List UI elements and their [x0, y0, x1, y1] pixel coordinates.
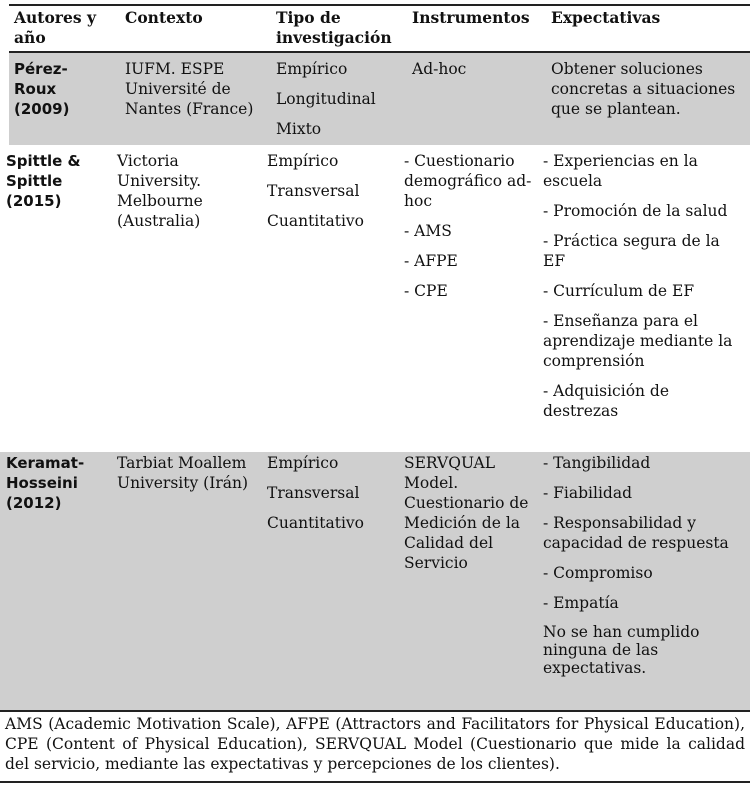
row-2-expectations: [543, 151, 743, 421]
table-footnote: AMS (Academic Motivation Scale), AFPE (Attractors and Facilitators for Physical Education), CPE (Content of Physical Education), SERVQUAL Model (Cuestionario que mide la calidad del servicio, mediante las expectativas y percepciones de los clientes).: [5, 715, 745, 773]
row-3-types: [267, 453, 402, 533]
header-context: Contexto: [125, 8, 203, 27]
row-3-type: Cuantitativo: [267, 514, 364, 532]
row-1-instrument: Ad-hoc: [412, 60, 467, 78]
row-3-context: Tarbiat Moallem University (Irán): [117, 454, 249, 492]
row-1-type: Empírico: [276, 60, 348, 78]
header-type: Tipo de investigación: [276, 8, 392, 47]
row-2-expectation: - Adquisición de destrezas: [543, 382, 670, 420]
row-2-expectation: - Currículum de EF: [543, 282, 695, 300]
header-instruments: Instrumentos: [412, 8, 530, 27]
row-1-expectation: Obtener soluciones concretas a situaciones que se plantean.: [551, 60, 736, 118]
row-2-instrument: - AFPE: [404, 252, 458, 270]
row-3-instrument: SERVQUAL Model. Cuestionario de Medición de la Calidad del Servicio: [404, 454, 529, 572]
row-1-instruments: [412, 59, 542, 79]
row-1-types: [276, 59, 406, 139]
row-3-authors: Keramat-Hosseini (2012): [6, 454, 85, 512]
row-3-expectation: - Fiabilidad: [543, 484, 632, 502]
row-3-expectation: - Compromiso: [543, 564, 653, 582]
row-2-expectation: - Práctica segura de la EF: [543, 232, 720, 270]
row-3-expectation: - Responsabilidad y capacidad de respuesta: [543, 514, 729, 552]
row-2-types: [267, 151, 402, 231]
row-2-expectation: - Enseñanza para el aprendizaje mediante la comprensión: [543, 312, 733, 370]
row-2-instruments: [404, 151, 534, 301]
row-2-type: Empírico: [267, 152, 339, 170]
row-3-expectation: - Tangibilidad: [543, 454, 651, 472]
row-2-type: Cuantitativo: [267, 212, 364, 230]
row-3-expectation: No se han cumplido ninguna de las expectativas.: [543, 623, 700, 677]
row-3-type: Transversal: [267, 484, 360, 502]
footnote-rule: [0, 781, 750, 783]
row-2-instrument: - CPE: [404, 282, 448, 300]
row-1-context: IUFM. ESPE Université de Nantes (France): [125, 60, 254, 118]
row-2-context: Victoria University. Melbourne (Australia): [117, 152, 203, 230]
header-rule: [9, 51, 750, 53]
row-2-authors: Spittle & Spittle (2015): [6, 152, 81, 210]
row-3-expectation: - Empatía: [543, 594, 619, 612]
row-2-instrument: - Cuestionario demográfico ad-hoc: [404, 152, 532, 210]
header-expectations: Expectativas: [551, 8, 661, 27]
row-3-expectations: [543, 453, 743, 677]
row-1-authors: Pérez-Roux (2009): [14, 60, 70, 118]
table-bottom-rule: [0, 710, 750, 712]
row-1-type: Longitudinal: [276, 90, 376, 108]
row-3-instruments: [404, 453, 536, 573]
row-1-expectations: [551, 59, 741, 119]
row-2-instrument: - AMS: [404, 222, 452, 240]
row-3-type: Empírico: [267, 454, 339, 472]
header-authors: Autores y año: [14, 8, 96, 47]
table-top-rule: [9, 4, 750, 6]
row-2-expectation: - Promoción de la salud: [543, 202, 728, 220]
row-2-expectation: - Experiencias en la escuela: [543, 152, 698, 190]
row-2-type: Transversal: [267, 182, 360, 200]
row-1-type: Mixto: [276, 120, 322, 138]
